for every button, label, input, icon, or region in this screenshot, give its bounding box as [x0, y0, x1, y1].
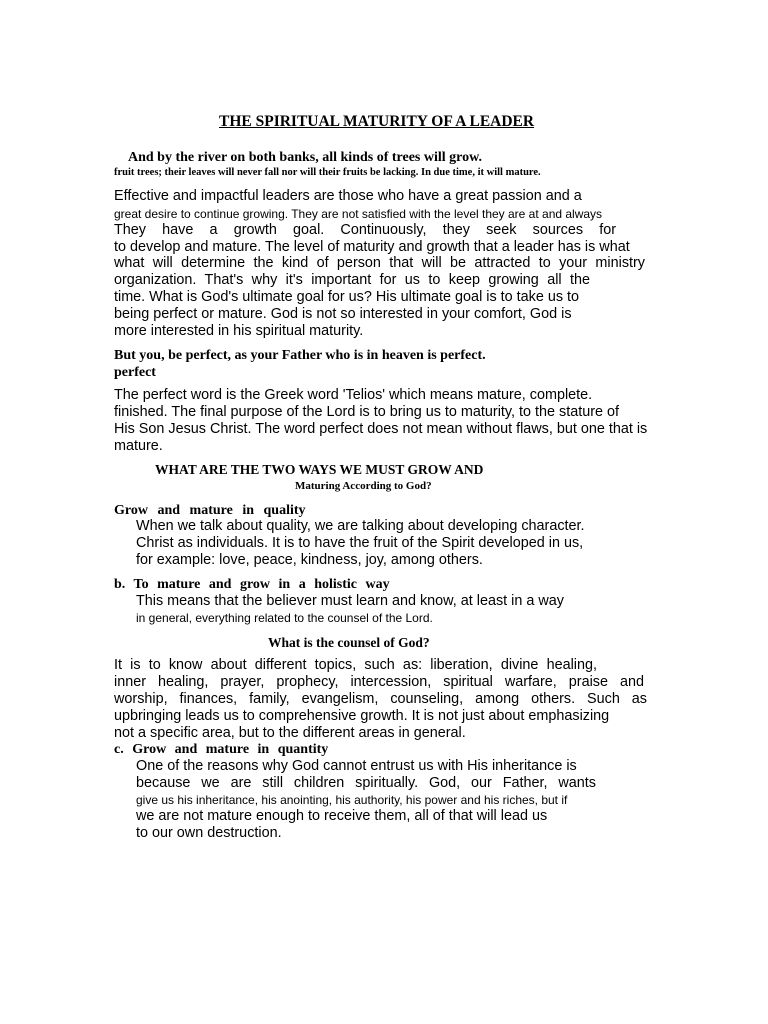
- page-title: THE SPIRITUAL MATURITY OF A LEADER: [219, 113, 535, 130]
- para1-line-8: being perfect or mature. God is not so interested in your comfort, God is: [114, 306, 572, 322]
- para2-line-1: The perfect word is the Greek word 'Telios' which means mature, complete.: [114, 387, 593, 403]
- section-a-line-3: for example: love, peace, kindness, joy, among others.: [136, 552, 483, 568]
- section-c-heading: c. Grow and mature in quantity: [114, 742, 329, 757]
- section-b-line-2: in general, everything related to the counsel of the Lord.: [136, 611, 433, 625]
- section-c-line-4: we are not mature enough to receive them, all of that will lead us: [136, 808, 548, 824]
- para3-line-1: It is to know about different topics, such as: liberation, divine healing,: [114, 657, 597, 673]
- para2-line-3: His Son Jesus Christ. The word perfect does not mean without flaws, but one that is: [114, 421, 648, 437]
- counsel-heading: What is the counsel of God?: [268, 635, 430, 650]
- section-c-line-5: to our own destruction.: [136, 825, 282, 841]
- verse2-line1: But you, be perfect, as your Father who is in heaven is perfect.: [114, 348, 486, 363]
- verse1-line2: fruit trees; their leaves will never fall nor will their fruits be lacking. In due time, it will mature.: [114, 167, 541, 178]
- para3-line-3: worship, finances, family, evangelism, counseling, among others. Such as: [114, 691, 647, 707]
- para1-line-4: to develop and mature. The level of maturity and growth that a leader has is what: [114, 239, 630, 255]
- section-c-line-3: give us his inheritance, his anointing, his authority, his power and his riches, but if: [136, 793, 568, 807]
- para3-line-5: not a specific area, but to the different areas in general.: [114, 725, 466, 741]
- verse2-line2: perfect: [114, 365, 156, 380]
- section-b-line-1: This means that the believer must learn and know, at least in a way: [136, 593, 564, 609]
- verse1-line1: And by the river on both banks, all kinds of trees will grow.: [128, 150, 482, 165]
- section-a-line-2: Christ as individuals. It is to have the fruit of the Spirit developed in us,: [136, 535, 584, 551]
- section-subheading-maturing: Maturing According to God?: [295, 480, 432, 492]
- para2-line-2: finished. The final purpose of the Lord is to bring us to maturity, to the stature of: [114, 404, 620, 420]
- para3-line-2: inner healing, prayer, prophecy, intercession, spiritual warfare, praise and: [114, 674, 644, 690]
- section-a-line-1: When we talk about quality, we are talking about developing character.: [136, 518, 585, 534]
- para3-line-4: upbringing leads us to comprehensive growth. It is not just about emphasizing: [114, 708, 610, 724]
- para1-line-6: organization. That's why it's important for us to keep growing all the: [114, 272, 590, 288]
- section-a-heading: Grow and mature in quality: [114, 503, 306, 518]
- para2-line-4: mature.: [114, 438, 163, 454]
- para1-line-2: great desire to continue growing. They are not satisfied with the level they are at and always: [114, 207, 603, 221]
- para1-line-9: more interested in his spiritual maturity.: [114, 323, 364, 339]
- section-c-line-2: because we are still children spiritually. God, our Father, wants: [136, 775, 596, 791]
- para1-line-5: what will determine the kind of person that will be attracted to your ministry: [114, 255, 645, 271]
- section-b-heading: b. To mature and grow in a holistic way: [114, 577, 390, 592]
- section-c-line-1: One of the reasons why God cannot entrust us with His inheritance is: [136, 758, 577, 774]
- para1-line-3: They have a growth goal. Continuously, they seek sources for: [114, 222, 616, 238]
- section-heading-two-ways: WHAT ARE THE TWO WAYS WE MUST GROW AND: [155, 462, 484, 477]
- para1-line-1: Effective and impactful leaders are those who have a great passion and a: [114, 188, 582, 204]
- para1-line-7: time. What is God's ultimate goal for us? His ultimate goal is to take us to: [114, 289, 580, 305]
